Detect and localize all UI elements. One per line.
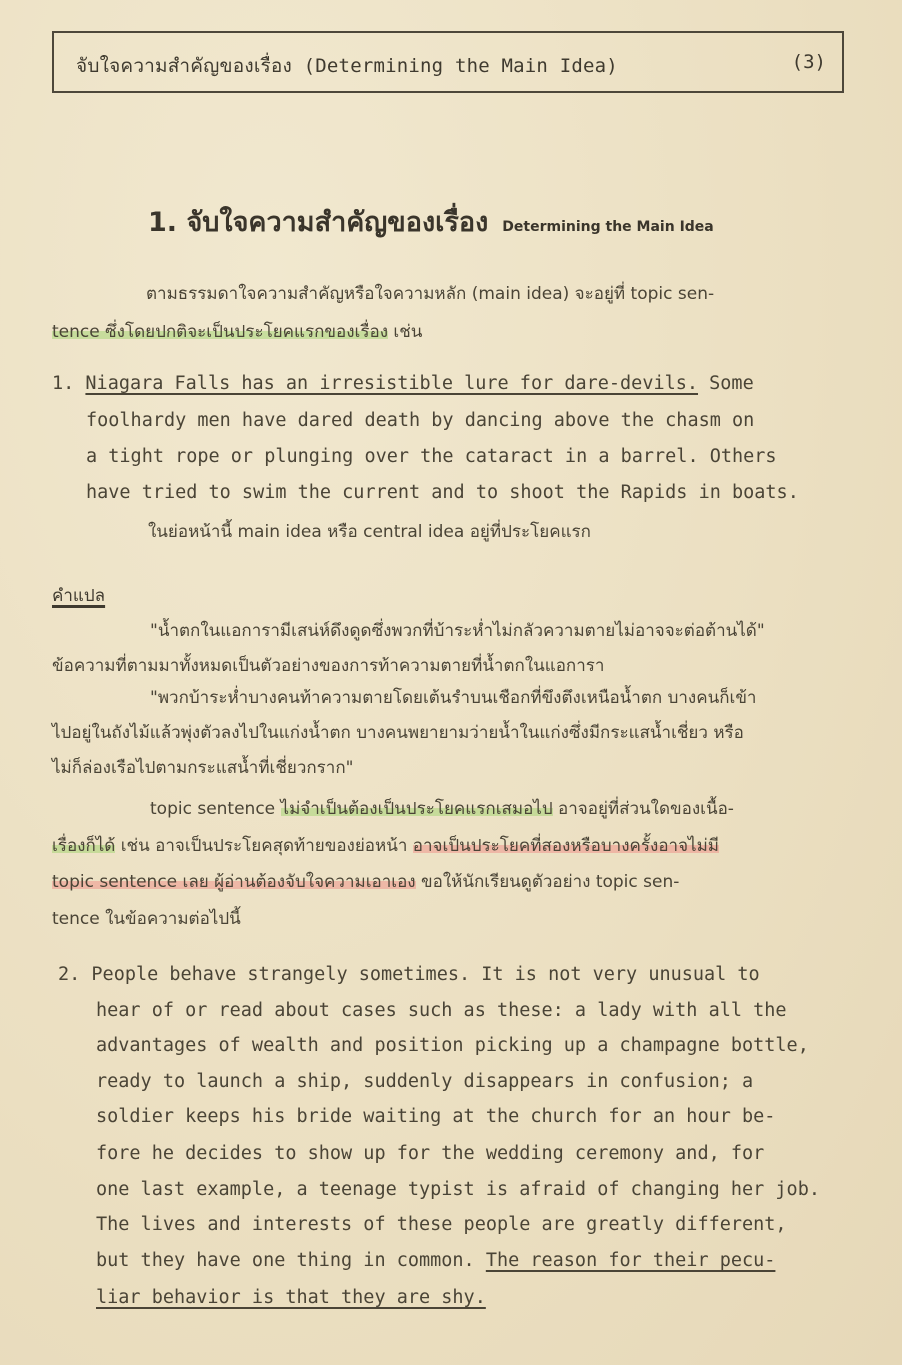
intro-tail: เช่น [388,322,423,342]
example-2-line-10 [96,1287,486,1308]
example-1-line-1-tail: Some [698,373,754,394]
explanation-highlight-red-1: อาจเป็นประโยคที่สองหรือบางครั้งอาจไม่มี [412,836,720,856]
example-2-line-9 [96,1250,775,1271]
translation-line-2: ข้อความที่ตามมาทั้งหมดเป็นตัวอย่างของการท้าความตายที่น้ำตกในแอการา [52,656,605,676]
page-number: (3) [791,51,826,73]
example-1-line-1 [52,373,754,394]
example-2-line-9-text: but they have one thing in common. [96,1250,486,1271]
translation-line-1: "น้ำตกในแอการามีเสน่ห์ดึงดูดซึ่งพวกที่บ้าระห่ำไม่กลัวความตายไม่อาจจะต่อต้านได้" [150,621,765,641]
section-heading [148,200,714,243]
explanation-line-3-tail: ขอให้นักเรียนดูตัวอย่าง topic sen- [415,872,680,892]
explanation-line-1 [150,795,734,822]
explanation-line-3 [52,868,679,895]
explanation-highlight-red-2: topic sentence เลย ผู้อ่านต้องจับใจความเอาเอง [52,872,416,892]
explanation-line-2-mid: เช่น อาจเป็นประโยคสุดท้ายของย่อหน้า [115,836,413,856]
example-2-line-7: one last example, a teenage typist is afraid of changing her job. [96,1179,820,1200]
example-1-topic-sentence: Niagara Falls has an irresistible lure for dare-devils. [85,373,699,394]
example-2-line-3: advantages of wealth and position picking up a champagne bottle, [96,1035,809,1056]
example-1-line-2: foolhardy men have dared death by dancing above the chasm on [86,410,755,431]
intro-line-1: ตามธรรมดาใจความสำคัญหรือใจความหลัก (main idea) จะอยู่ที่ topic sen- [146,284,715,304]
explanation-term: topic sentence [150,799,281,819]
example-2-line-5: soldier keeps his bride waiting at the church for an hour be- [96,1106,776,1127]
header-title: จับใจความสำคัญของเรื่อง (Determining the Main Idea) [76,55,618,77]
explanation-line-4: tence ในข้อความต่อไปนี้ [52,909,241,929]
example-2-topic-sentence-part-2: liar behavior is that they are shy. [96,1287,486,1308]
page-header-box [52,31,844,93]
intro-highlight-1: tence [52,322,106,342]
example-1-number: 1. [52,373,75,394]
example-2-line-1 [58,964,760,985]
explanation-line-1-tail: อาจอยู่ที่ส่วนใดของเนื้อ- [552,799,734,819]
example-2-line-8: The lives and interests of these people are greatly different, [96,1214,787,1235]
explanation-line-2 [52,832,719,859]
translation-label: คำแปล [52,586,106,606]
explanation-highlight-green: ไม่จำเป็นต้องเป็นประโยคแรกเสมอไป [280,799,553,819]
example-1-line-4: have tried to swim the current and to shoot the Rapids in boats. [86,482,799,503]
translation-line-4: ไปอยู่ในถังไม้แล้วพุ่งตัวลงไปในแก่งน้ำตก บางคนพยายามว่ายน้ำในแก่งซึ่งมีกระแสน้ำเชี่ยว หรือ [52,723,744,743]
example-2-line-4: ready to launch a ship, suddenly disappears in confusion; a [96,1071,754,1092]
example-2-topic-sentence-part-1: The reason for their pecu- [485,1250,776,1271]
intro-line-2 [52,318,422,345]
section-title-english: Determining the Main Idea [502,219,714,235]
intro-highlight-2: ซึ่งโดยปกติจะเป็นประโยคแรกของเรื่อง [105,322,388,342]
example-2-line-6: fore he decides to show up for the wedding ceremony and, for [96,1143,765,1164]
section-title-thai: 1. จับใจความสำคัญของเรื่อง [148,207,489,238]
translation-line-5: ไม่ก็ล่องเรือไปตามกระแสน้ำที่เชี่ยวกราก" [52,758,354,778]
example-2-number: 2. [58,964,81,985]
example-1-note: ในย่อหน้านี้ main idea หรือ central idea อยู่ที่ประโยคแรก [148,522,591,542]
translation-line-3: "พวกบ้าระห่ำบางคนท้าความตายโดยเต้นรำบนเชือกที่ขึงตึงเหนือน้ำตก บางคนก็เข้า [150,688,757,708]
example-2-line-1-text: People behave strangely sometimes. It is not very unusual to [91,964,760,985]
example-2-line-2: hear of or read about cases such as these: a lady with all the [96,1000,787,1021]
example-1-line-3: a tight rope or plunging over the cataract in a barrel. Others [86,446,777,467]
explanation-highlight-green-2: เรื่องก็ได้ [52,836,116,856]
